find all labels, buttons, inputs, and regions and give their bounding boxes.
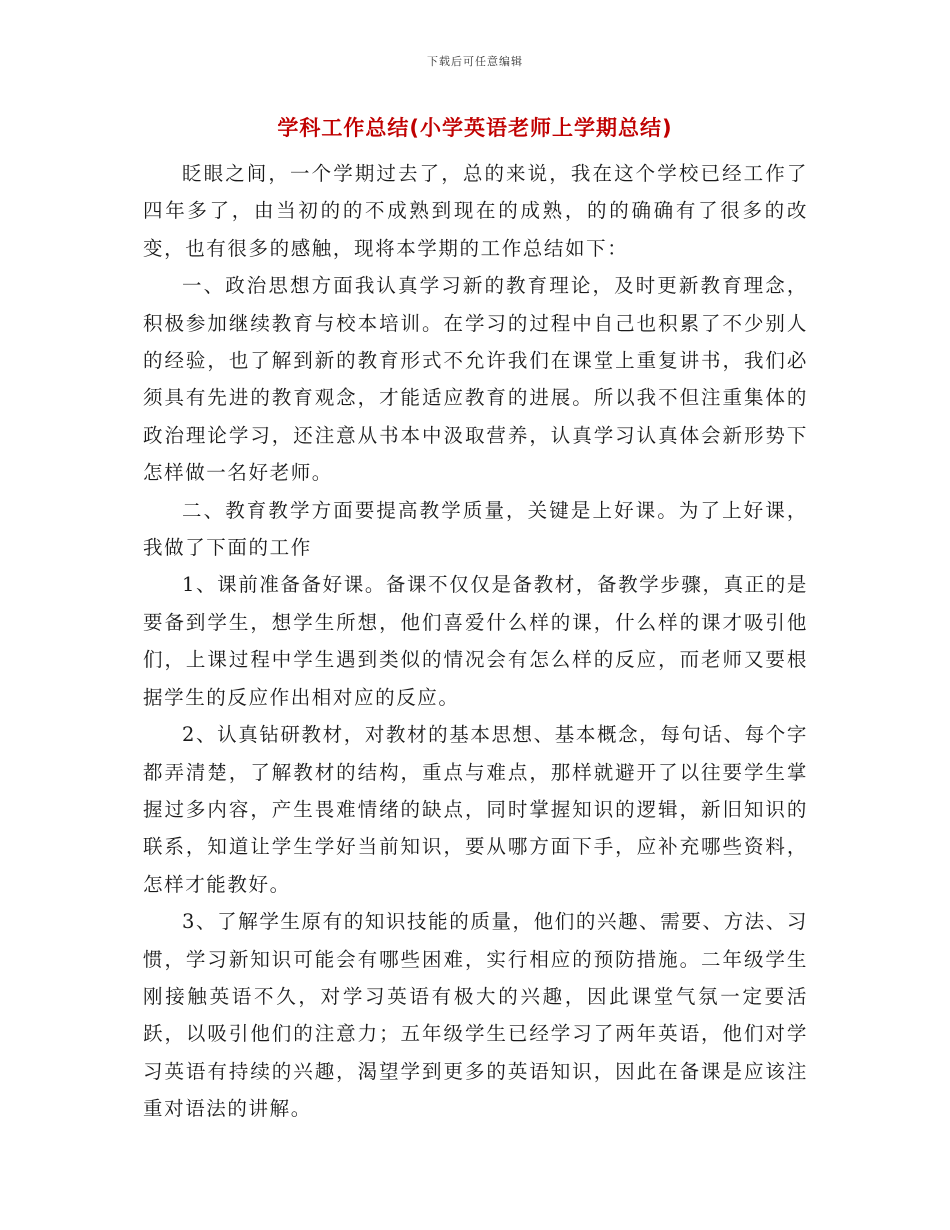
paragraph-intro: 眨眼之间，一个学期过去了，总的来说，我在这个学校已经工作了四年多了，由当初的的不成熟到现在的成熟，的的确确有了很多的改变，也有很多的感触，现将本学期的工作总结如下： xyxy=(143,162,808,260)
paragraph-politics: 一、政治思想方面我认真学习新的教育理论，及时更新教育理念，积极参加继续教育与校本培训。在学习的过程中自己也积累了不少别人的经验，也了解到新的教育形式不允许我们在课堂上重复讲书，我们必须具有先进的教育观念，才能适应教育的进展。所以我不但注重集体的政治理论学习，还注意从书本中汲取营养，认真学习认真体会新形势下怎样做一名好老师。 xyxy=(143,274,808,485)
document-body xyxy=(143,155,808,1128)
paragraph-teaching: 二、教育教学方面要提高教学质量，关键是上好课。为了上好课，我做了下面的工作 xyxy=(143,498,808,560)
paragraph-item-3: 3、了解学生原有的知识技能的质量，他们的兴趣、需要、方法、习惯，学习新知识可能会有哪些困难，实行相应的预防措施。二年级学生刚接触英语不久，对学习英语有极大的兴趣，因此课堂气氛一定要活跃，以吸引他们的注意力；五年级学生已经学习了两年英语，他们对学习英语有持续的兴趣，渴望学到更多的英语知识，因此在备课是应该注重对语法的讲解。 xyxy=(143,910,808,1121)
paragraph-item-2: 2、认真钻研教材，对教材的基本思想、基本概念，每句话、每个字都弄清楚，了解教材的结构，重点与难点，那样就避开了以往要学生掌握过多内容，产生畏难情绪的缺点，同时掌握知识的逻辑，新旧知识的联系，知道让学生学好当前知识，要从哪方面下手，应补充哪些资料，怎样才能教好。 xyxy=(143,723,808,896)
document-title: 学科工作总结(小学英语老师上学期总结) xyxy=(277,116,673,140)
paragraph-item-1: 1、课前准备备好课。备课不仅仅是备教材，备教学步骤，真正的是要备到学生，想学生所想，他们喜爱什么样的课，什么样的课才吸引他们，上课过程中学生遇到类似的情况会有怎么样的反应，而老师又要根据学生的反应作出相对应的反应。 xyxy=(143,573,808,709)
header-note: 下载后可任意编辑 xyxy=(427,55,523,68)
